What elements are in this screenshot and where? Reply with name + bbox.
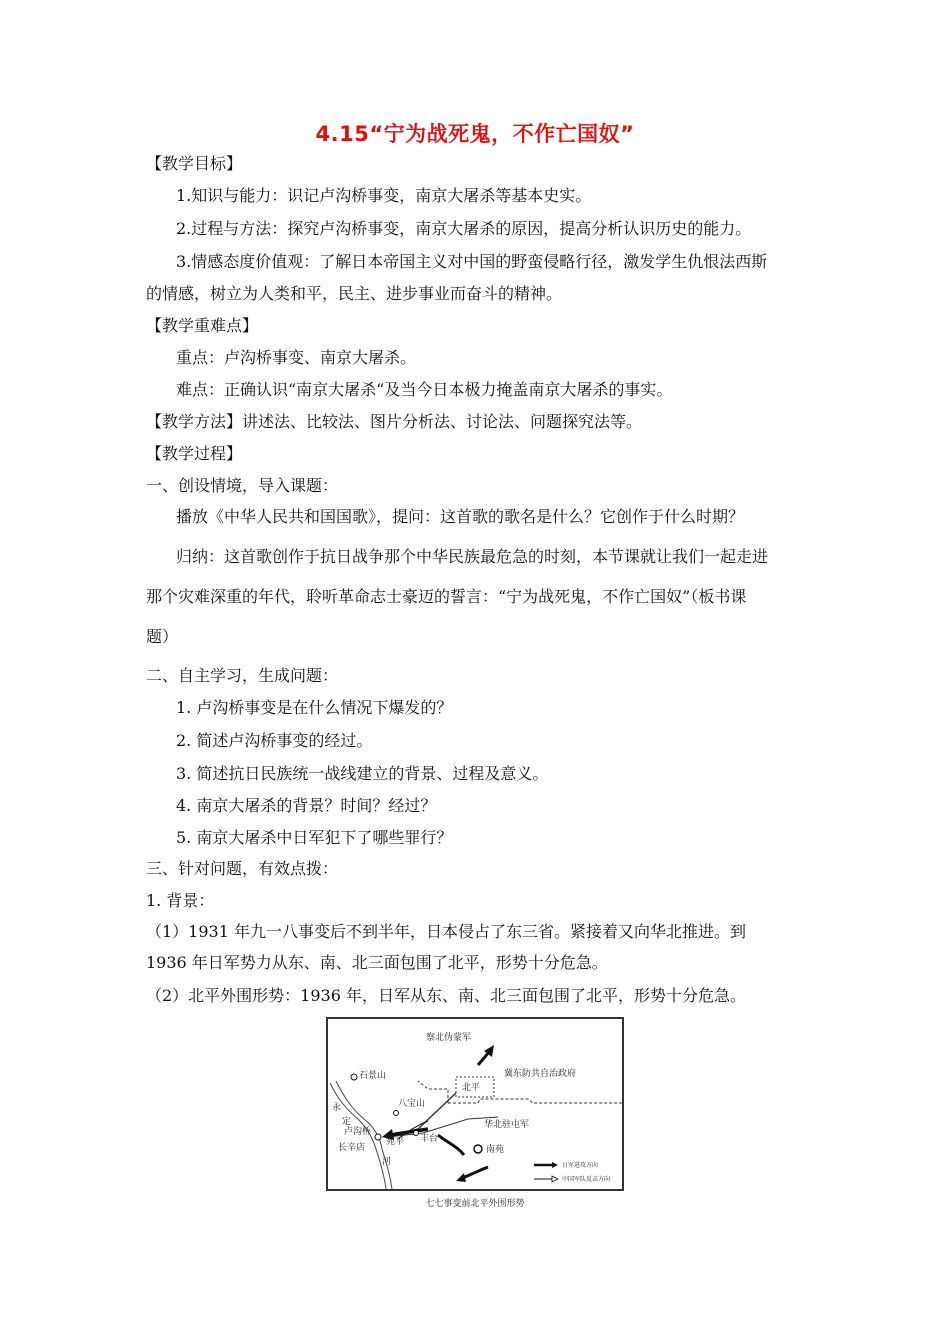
historical-map (326, 1017, 624, 1191)
part-one-text-1: 播放《中华人民共和国国歌》，提问：这首歌的歌名是什么？它创作于什么时期？ (176, 507, 745, 526)
map-label-shijingshan: 石景山 (359, 1071, 387, 1081)
part-one-text-2: 归纳：这首歌创作于抗日战争那个中华民族最危急的时刻，本节课就让我们一起走进 (176, 547, 769, 566)
map-label-jidong: 冀东防共自治政府 (504, 1069, 577, 1079)
nanyuan-marker (474, 1145, 482, 1153)
part-two-heading: 二、自主学习，生成问题： (146, 666, 339, 685)
shijingshan-marker (351, 1074, 357, 1080)
objective-3: 3.情感态度价值观：了解日本帝国主义对中国的野蛮侵略行径，激发学生仇恨法西斯 (176, 252, 768, 271)
map-label-chahar: 察北伪蒙军 (426, 1033, 472, 1043)
map-caption: 七七事变前北平外围形势 (425, 1199, 525, 1209)
legend-japan-label: 日军进攻方向 (562, 1162, 599, 1169)
map-label-changxindian: 长辛店 (338, 1143, 366, 1153)
objective-1: 1.知识与能力：识记卢沟桥事变，南京大屠杀等基本史实。 (176, 186, 592, 205)
section-heading-objectives: 【教学目标】 (146, 154, 243, 173)
document-title: 4.15“宁为战死鬼，不作亡国奴” (315, 122, 635, 146)
teaching-methods: 【教学方法】讲述法、比较法、图片分析法、讨论法、问题探究法等。 (146, 412, 643, 431)
background-1: （1）1931 年九一八事变后不到半年，日本侵占了东三省。紧接着又向华北推进。到 (146, 922, 746, 941)
key-point: 重点：卢沟桥事变、南京大屠杀。 (176, 348, 417, 367)
map-label-yong: 永 (332, 1103, 342, 1113)
map-label-ding: 定 (342, 1117, 352, 1127)
boundary-line (448, 1099, 622, 1103)
part-one-text-3: 那个灾难深重的年代，聆听革命志士豪迈的誓言：“宁为战死鬼，不作亡国奴”（板书课 (146, 587, 747, 606)
question-5: 5. 南京大屠杀中日军犯下了哪些罪行？ (176, 828, 453, 847)
wanping-marker (375, 1134, 381, 1140)
part-one-heading: 一、创设情境，导入课题： (146, 476, 339, 495)
objective-3-cont: 的情感，树立为人类和平，民主、进步事业而奋斗的精神。 (146, 284, 563, 303)
attack-arrowhead-nanyuan (456, 1173, 466, 1182)
map-label-nanyuan: 南苑 (486, 1145, 505, 1155)
background-2: （2）北平外围形势：1936 年，日军从东、南、北三面包围了北平，形势十分危急。 (146, 986, 746, 1005)
question-3: 3. 简述抗日民族统一战线建立的背景、过程及意义。 (176, 764, 549, 783)
fengtai-marker (414, 1131, 419, 1136)
question-2: 2. 简述卢沟桥事变的经过。 (176, 731, 373, 750)
difficult-point: 难点：正确认识“南京大屠杀“及当今日本极力掩盖南京大屠杀的事实。 (176, 380, 673, 399)
babaoshan-marker (394, 1111, 399, 1116)
question-1: 1. 卢沟桥事变是在什么情况下爆发的？ (176, 698, 453, 717)
map-label-babaoshan: 八宝山 (398, 1099, 426, 1109)
attack-arrow-south (438, 1135, 464, 1155)
legend-japan-arrowhead (552, 1162, 558, 1168)
part-one-text-4: 题） (146, 627, 179, 646)
map-label-lugouqiao: 卢沟桥 (344, 1127, 372, 1137)
background-1-cont: 1936 年日军势力从东、南、北三面包围了北平，形势十分危急。 (146, 953, 608, 972)
section-heading-key-points: 【教学重难点】 (146, 316, 259, 335)
map-label-wanping: 宛平 (386, 1137, 405, 1147)
part-three-heading: 三、针对问题，有效点拨： (146, 859, 339, 878)
objective-2: 2.过程与方法：探究卢沟桥事变，南京大屠杀的原因，提高分析认识历史的能力。 (176, 219, 752, 238)
map-label-he: 河 (382, 1157, 392, 1167)
map-label-beiping: 北平 (462, 1083, 481, 1093)
map-label-huabei: 华北驻屯军 (484, 1120, 530, 1130)
legend-china-arrowhead (552, 1176, 558, 1182)
section-heading-process: 【教学过程】 (146, 444, 243, 463)
question-4: 4. 南京大屠杀的背景？时间？经过？ (176, 796, 437, 815)
map-label-fengtai: 丰台 (420, 1134, 439, 1144)
legend-china-label: 中国军队反击方向 (562, 1176, 611, 1183)
background-heading: 1. 背景： (146, 891, 215, 910)
